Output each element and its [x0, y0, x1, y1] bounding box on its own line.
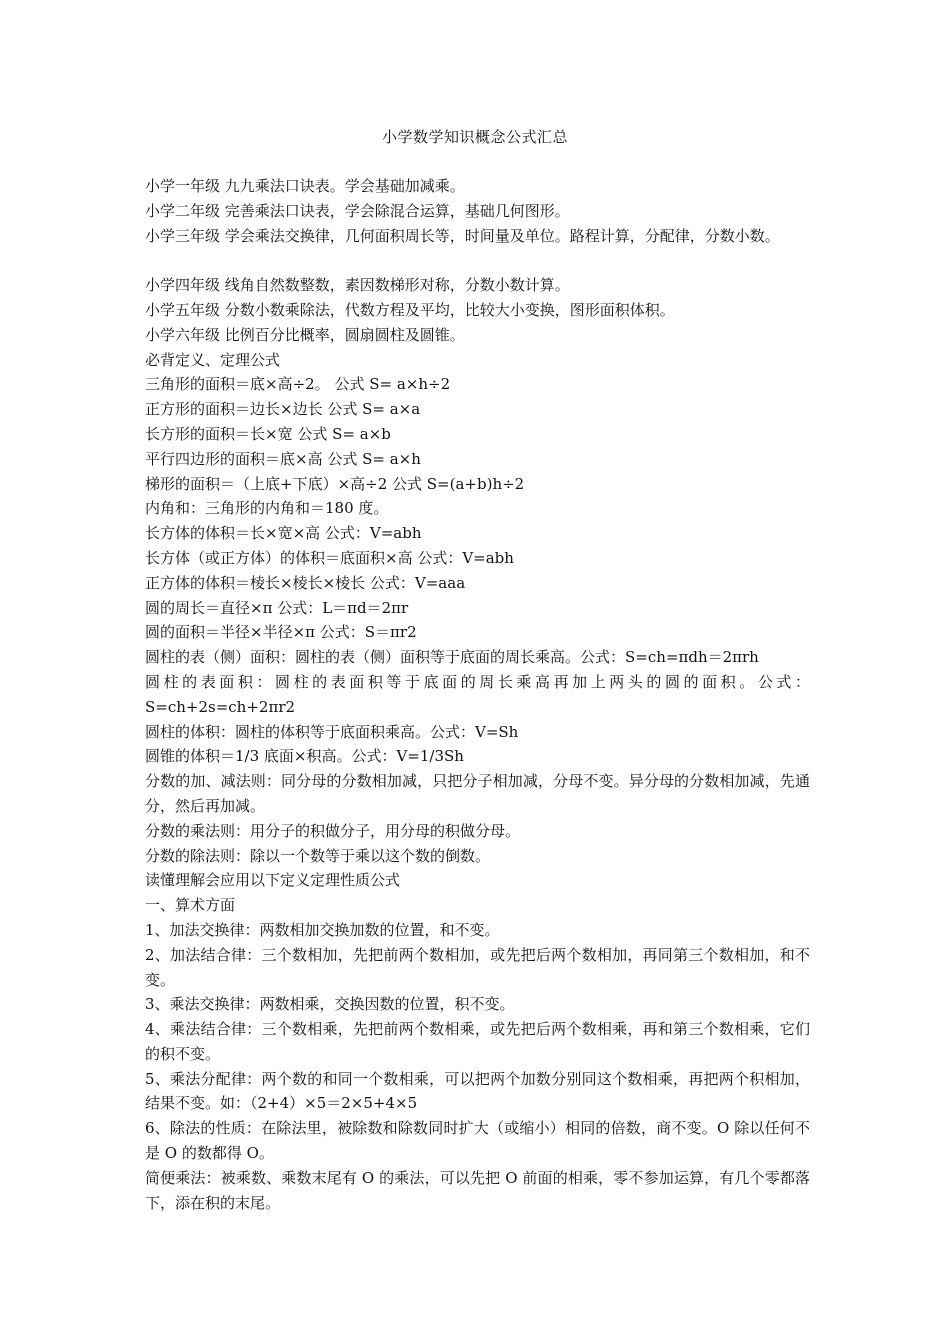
fraction-add-subtract-rule: 分数的加、减法则：同分母的分数相加减，只把分子相加减，分母不变。异分母的分数相加减，先通分，然后再加减。 [145, 772, 810, 815]
formula-triangle-area: 三角形的面积＝底×高÷2。 公式 S= a×h÷2 [145, 375, 451, 394]
formula-cylinder-lateral-area: 圆柱的表（侧）面积：圆柱的表（侧）面积等于底面的周长乘高。公式：S=ch=πdh＝2πrh [145, 648, 759, 667]
document-title: 小学数学知识概念公式汇总 [381, 128, 568, 146]
law-multiplication-associative: 4、乘法结合律：三个数相乘，先把前两个数相乘，或先把后两个数相乘，再和第三个数相乘，它们的积不变。 [145, 1020, 810, 1063]
formula-cube-volume: 正方体的体积＝棱长×棱长×棱长 公式：V=aaa [145, 573, 466, 592]
formula-triangle-angle-sum: 内角和：三角形的内角和＝180 度。 [145, 499, 389, 518]
formula-parallelogram-area: 平行四边形的面积＝底×高 公式 S= a×h [145, 449, 421, 468]
law-division-property: 6、除法的性质：在除法里，被除数和除数同时扩大（或缩小）相同的倍数，商不变。O 除以任何不是 O 的数都得 O。 [145, 1119, 810, 1163]
apply-heading: 读懂理解会应用以下定义定理性质公式 [145, 871, 401, 890]
formulas-heading: 必背定义、定理公式 [145, 350, 281, 369]
shortcut-multiplication: 简便乘法：被乘数、乘数末尾有 O 的乘法，可以先把 O 前面的相乘，零不参加运算，有几个零都落下，添在积的末尾。 [145, 1168, 810, 1212]
arithmetic-heading: 一、算术方面 [145, 896, 236, 915]
law-addition-commutative: 1、加法交换律：两数相加交换加数的位置，和不变。 [145, 920, 500, 939]
formula-cuboid-volume: 长方体的体积＝长×宽×高 公式：V=abh [145, 524, 422, 543]
blank-line [145, 248, 810, 273]
law-multiplication-commutative: 3、乘法交换律：两数相乘，交换因数的位置，积不变。 [145, 995, 515, 1014]
formula-rectangle-area: 长方形的面积＝长×宽 公式 S= a×b [145, 424, 391, 443]
formula-cuboid-cube-volume: 长方体（或正方体）的体积＝底面积×高 公式：V=abh [145, 548, 514, 567]
law-multiplication-distributive: 5、乘法分配律：两个数的和同一个数相乘，可以把两个加数分别同这个数相乘，再把两个积相加，结果不变。如：（2+4）×5＝2×5+4×5 [145, 1069, 810, 1113]
fraction-divide-rule: 分数的除法则：除以一个数等于乘以这个数的倒数。 [145, 846, 491, 865]
formula-circle-area: 圆的面积＝半径×半径×π 公式：S＝πr2 [145, 623, 417, 642]
grade-2-line: 小学二年级 完善乘法口诀表，学会除混合运算，基础几何图形。 [145, 201, 570, 220]
document-body [145, 174, 810, 1215]
formula-cylinder-volume: 圆柱的体积：圆柱的体积等于底面积乘高。公式：V=Sh [145, 722, 519, 741]
formula-cone-volume: 圆锥的体积＝1/3 底面×积高。公式：V=1/3Sh [145, 747, 464, 766]
formula-trapezoid-area: 梯形的面积＝（上底+下底）×高÷2 公式 S=(a+b)h÷2 [145, 474, 525, 493]
formula-square-area: 正方形的面积＝边长×边长 公式 S= a×a [145, 400, 421, 419]
fraction-multiply-rule: 分数的乘法则：用分子的积做分子，用分母的积做分母。 [145, 821, 521, 840]
grade-3-line: 小学三年级 学会乘法交换律，几何面积周长等，时间量及单位。路程计算，分配律，分数小数。 [145, 226, 780, 245]
grade-1-line: 小学一年级 九九乘法口诀表。学会基础加减乘。 [145, 177, 465, 195]
grade-5-line: 小学五年级 分数小数乘除法，代数方程及平均，比较大小变换，图形面积体积。 [145, 300, 675, 319]
law-addition-associative: 2、加法结合律：三个数相加，先把前两个数相加，或先把后两个数相加，再同第三个数相加，和不变。 [145, 945, 810, 989]
formula-cylinder-surface-area: 圆柱的表面积：圆柱的表面积等于底面的周长乘高再加上两头的圆的面积。公式：S=ch+2s=ch+2πr2 [145, 672, 810, 716]
grade-4-line: 小学四年级 线角自然数整数，素因数梯形对称，分数小数计算。 [145, 276, 570, 295]
grade-6-line: 小学六年级 比例百分比概率，圆扇圆柱及圆锥。 [145, 325, 465, 344]
formula-circle-circumference: 圆的周长＝直径×π 公式：L＝πd＝2πr [145, 598, 409, 617]
